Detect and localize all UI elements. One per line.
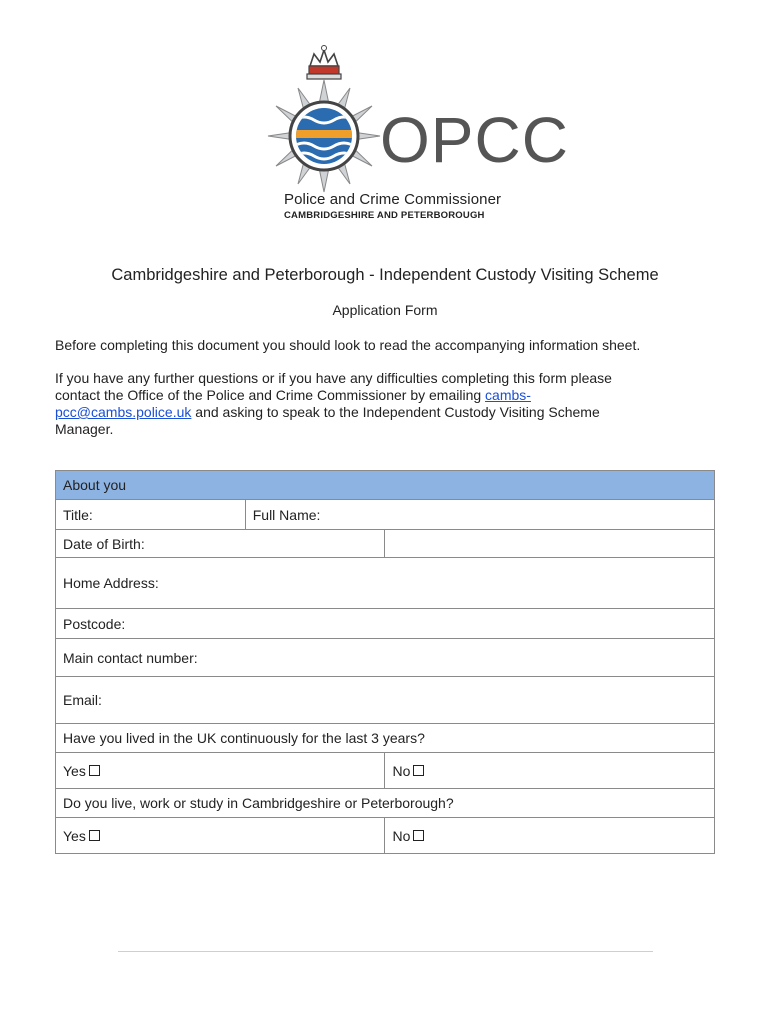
- checkbox-icon[interactable]: [89, 830, 100, 841]
- name-row: [56, 500, 715, 530]
- logo-region: CAMBRIDGESHIRE AND PETERBOROUGH: [284, 210, 485, 221]
- logo-tagline: Police and Crime Commissioner: [284, 191, 502, 208]
- footer-divider: [118, 951, 653, 952]
- uk-residency-answer-row: [56, 753, 715, 789]
- contact-paragraph: [55, 370, 720, 438]
- address-row: [56, 558, 715, 609]
- yes-label: Yes: [63, 827, 86, 844]
- about-you-form: [55, 470, 715, 854]
- checkbox-icon[interactable]: [413, 765, 424, 776]
- postcode-field[interactable]: Postcode:: [56, 609, 715, 639]
- uk-residency-yes[interactable]: [56, 753, 385, 789]
- email-link-part1[interactable]: cambs-: [485, 387, 531, 403]
- local-question-row: [56, 789, 715, 818]
- contact-row: [56, 639, 715, 677]
- home-address-field[interactable]: Home Address:: [56, 558, 715, 609]
- no-label: No: [392, 762, 411, 779]
- uk-residency-question-row: [56, 724, 715, 753]
- local-answer-row: [56, 818, 715, 854]
- postcode-row: [56, 609, 715, 639]
- checkbox-icon[interactable]: [413, 830, 424, 841]
- contact-number-field[interactable]: Main contact number:: [56, 639, 715, 677]
- star-icon: [268, 80, 380, 192]
- email-row: [56, 677, 715, 724]
- page-title: Cambridgeshire and Peterborough - Independent Custody Visiting Scheme: [111, 266, 659, 284]
- dob-extra-field[interactable]: [385, 530, 715, 558]
- contact-line-3: and asking to speak to the Independent Custody Visiting Scheme: [191, 404, 600, 420]
- no-label: No: [392, 827, 411, 844]
- section-header: About you: [56, 471, 715, 500]
- dob-field[interactable]: Date of Birth:: [56, 530, 385, 558]
- dob-row: [56, 530, 715, 558]
- uk-residency-no[interactable]: [385, 753, 715, 789]
- email-link-part2[interactable]: pcc@cambs.police.uk: [55, 404, 192, 420]
- checkbox-icon[interactable]: [89, 765, 100, 776]
- uk-residency-question: Have you lived in the UK continuously for the last 3 years?: [56, 724, 715, 753]
- section-header-row: [56, 471, 715, 500]
- contact-line-1: If you have any further questions or if you have any difficulties completing this form please: [55, 370, 612, 386]
- local-no[interactable]: [385, 818, 715, 854]
- local-yes[interactable]: [56, 818, 385, 854]
- email-field[interactable]: Email:: [56, 677, 715, 724]
- intro-paragraph: Before completing this document you should look to read the accompanying information sheet.: [55, 337, 641, 353]
- contact-line-2: contact the Office of the Police and Crime Commissioner by emailing: [55, 387, 486, 403]
- title-field[interactable]: Title:: [56, 500, 246, 530]
- contact-line-4: Manager.: [55, 421, 114, 437]
- opcc-wordmark: OPCC: [380, 104, 569, 176]
- yes-label: Yes: [63, 762, 86, 779]
- full-name-field[interactable]: Full Name:: [245, 500, 714, 530]
- page-subtitle: Application Form: [332, 302, 438, 318]
- local-question: Do you live, work or study in Cambridgeshire or Peterborough?: [56, 789, 715, 818]
- crown-icon: [307, 46, 341, 80]
